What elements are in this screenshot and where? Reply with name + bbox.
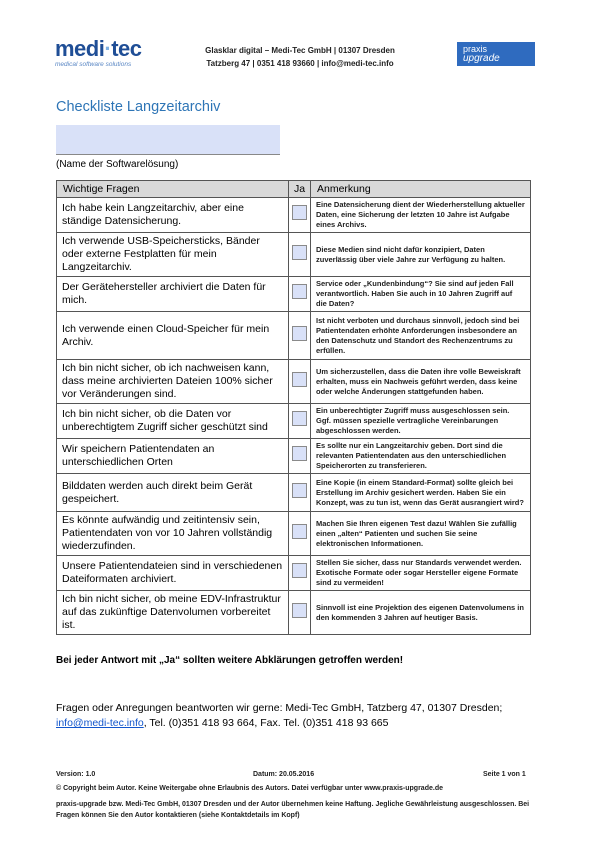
table-row xyxy=(57,198,531,233)
contact-line-1: Fragen oder Anregungen beantworten wir gerne: Medi-Tec GmbH, Tatzberg 47, 01307 Dresden; xyxy=(56,702,503,714)
ja-cell xyxy=(289,512,311,556)
ja-cell xyxy=(289,233,311,277)
ja-checkbox[interactable] xyxy=(292,483,307,498)
ja-checkbox[interactable] xyxy=(292,284,307,299)
software-name-field[interactable] xyxy=(56,125,280,155)
question-cell: Wir speichern Patientendaten an unterschiedlichen Orten xyxy=(57,439,289,474)
contact-line-2 xyxy=(56,716,388,731)
footer-disclaimer: praxis-upgrade bzw. Medi-Tec GmbH, 01307 Dresden und der Autor übernehmen keine Haftung. Jegliche Gewährleistung ausgeschlossen. Bei Fragen können Sie den Autor kontaktieren (siehe Kontaktdetails im Kopf) xyxy=(56,801,530,819)
badge-line-upgrade: upgrade xyxy=(463,53,500,64)
question-cell: Unsere Patientendateien sind in verschiedenen Dateiformaten archiviert. xyxy=(57,556,289,591)
ja-checkbox[interactable] xyxy=(292,524,307,539)
ja-cell xyxy=(289,474,311,512)
conclusion-text: Bei jeder Antwort mit „Ja“ sollten weitere Abklärungen getroffen werden! xyxy=(56,655,404,666)
ja-cell xyxy=(289,360,311,404)
table-row xyxy=(57,439,531,474)
table-row xyxy=(57,591,531,635)
ja-checkbox[interactable] xyxy=(292,603,307,618)
ja-checkbox[interactable] xyxy=(292,372,307,387)
software-name-caption: (Name der Softwarelösung) xyxy=(56,159,179,170)
logo-wordmark: medi·tec xyxy=(55,36,142,61)
note-cell: Eine Datensicherung dient der Wiederherstellung aktueller Daten, eine Sicherung der letzten 10 Jahre ist Aufgabe eines Archivs. xyxy=(311,198,531,233)
note-cell: Machen Sie Ihren eigenen Test dazu! Wählen Sie zufällig einen „alten“ Patienten und suchen Sie seine elektronischen Informationen. xyxy=(311,512,531,556)
footer-date: Datum: 20.05.2016 xyxy=(253,771,315,778)
ja-cell xyxy=(289,312,311,360)
table-row xyxy=(57,512,531,556)
header-address xyxy=(175,44,425,70)
ja-cell xyxy=(289,556,311,591)
page-title: Checkliste Langzeitarchiv xyxy=(56,99,221,115)
logo-tagline: medical software solutions xyxy=(55,61,132,68)
table-header-row xyxy=(57,181,531,198)
ja-cell xyxy=(289,439,311,474)
table-row xyxy=(57,233,531,277)
note-cell: Sinnvoll ist eine Projektion des eigenen Datenvolumens in den kommenden 3 Jahren auf heutiger Basis. xyxy=(311,591,531,635)
ja-cell xyxy=(289,277,311,312)
question-cell: Der Gerätehersteller archiviert die Daten für mich. xyxy=(57,277,289,312)
ja-cell xyxy=(289,198,311,233)
ja-checkbox[interactable] xyxy=(292,205,307,220)
question-cell: Ich bin nicht sicher, ob ich nachweisen kann, dass meine archivierten Dateien 100% sicher vor Veränderungen sind. xyxy=(57,360,289,404)
note-cell: Es sollte nur ein Langzeitarchiv geben. Dort sind die relevanten Patientendaten aus den unterschiedlichen Speicherorten zu transferieren. xyxy=(311,439,531,474)
table-row xyxy=(57,404,531,439)
table-row xyxy=(57,556,531,591)
note-cell: Service oder „Kundenbindung“? Sie sind auf jeden Fall verantwortlich. Haben Sie auch in 10 Jahren Zugriff auf die Daten? xyxy=(311,277,531,312)
ja-checkbox[interactable] xyxy=(292,245,307,260)
column-header-question: Wichtige Fragen xyxy=(57,181,289,198)
question-cell: Ich verwende USB-Speichersticks, Bänder oder externe Festplatten für mein Langzeitarchiv. xyxy=(57,233,289,277)
table-row xyxy=(57,474,531,512)
praxis-upgrade-logo xyxy=(457,42,535,66)
footer-copyright: © Copyright beim Autor. Keine Weitergabe ohne Erlaubnis des Autors. Datei verfügbar unter www.praxis-upgrade.de xyxy=(56,785,443,792)
table-row xyxy=(57,277,531,312)
contact-email-link[interactable]: info@medi-tec.info xyxy=(56,717,144,729)
table-row xyxy=(57,360,531,404)
column-header-ja: Ja xyxy=(289,181,311,198)
question-cell: Es könnte aufwändig und zeitintensiv sein, Patientendaten von vor 10 Jahren vollständig wiederzufinden. xyxy=(57,512,289,556)
note-cell: Eine Kopie (in einem Standard-Format) sollte gleich bei Erstellung im Archiv gesichert werden. Haben Sie ein Konzept, was zu tun ist, wenn das Gerät ausrangiert wird? xyxy=(311,474,531,512)
question-cell: Ich habe kein Langzeitarchiv, aber eine ständige Datensicherung. xyxy=(57,198,289,233)
ja-cell xyxy=(289,591,311,635)
footer-page-number: Seite 1 von 1 xyxy=(483,771,526,778)
ja-checkbox[interactable] xyxy=(292,446,307,461)
note-cell: Diese Medien sind nicht dafür konzipiert, Daten zuverlässig über viele Jahre zur Verfügung zu halten. xyxy=(311,233,531,277)
header-line-company: Glasklar digital – Medi-Tec GmbH | 01307 Dresden xyxy=(205,46,395,55)
contact-phone-fax: , Tel. (0)351 418 93 664, Fax. Tel. (0)351 418 93 665 xyxy=(143,717,389,729)
header-line-contact: Tatzberg 47 | 0351 418 93660 | info@medi-tec.info xyxy=(206,59,394,68)
note-cell: Um sicherzustellen, dass die Daten ihre volle Beweiskraft erhalten, muss ein Nachweis geführt werden, dass keine oder welche Änderungen stattgefunden haben. xyxy=(311,360,531,404)
ja-checkbox[interactable] xyxy=(292,563,307,578)
note-cell: Ist nicht verboten und durchaus sinnvoll, jedoch sind bei Patientendaten erhöhte Anforderungen insbesondere an den Datenschutz und Standort des Rechenzentrums zu erfüllen. xyxy=(311,312,531,360)
note-cell: Ein unberechtigter Zugriff muss ausgeschlossen sein. Ggf. müssen spezielle vertragliche Vereinbarungen abgeschlossen werden. xyxy=(311,404,531,439)
ja-checkbox[interactable] xyxy=(292,411,307,426)
ja-checkbox[interactable] xyxy=(292,326,307,341)
ja-cell xyxy=(289,404,311,439)
footer-version: Version: 1.0 xyxy=(56,771,96,778)
medi-tec-logo xyxy=(55,38,141,68)
checklist-table xyxy=(56,180,531,635)
table-row xyxy=(57,312,531,360)
question-cell: Bilddaten werden auch direkt beim Gerät gespeichert. xyxy=(57,474,289,512)
badge-line-praxis: praxis xyxy=(463,44,488,54)
question-cell: Ich bin nicht sicher, ob meine EDV-Infrastruktur auf das zukünftige Datenvolumen vorbereitet ist. xyxy=(57,591,289,635)
column-header-note: Anmerkung xyxy=(311,181,531,198)
question-cell: Ich verwende einen Cloud-Speicher für mein Archiv. xyxy=(57,312,289,360)
note-cell: Stellen Sie sicher, dass nur Standards verwendet werden. Exotische Formate oder sogar Hersteller eigene Formate sind zu vermeiden! xyxy=(311,556,531,591)
question-cell: Ich bin nicht sicher, ob die Daten vor unberechtigtem Zugriff sicher geschützt sind xyxy=(57,404,289,439)
